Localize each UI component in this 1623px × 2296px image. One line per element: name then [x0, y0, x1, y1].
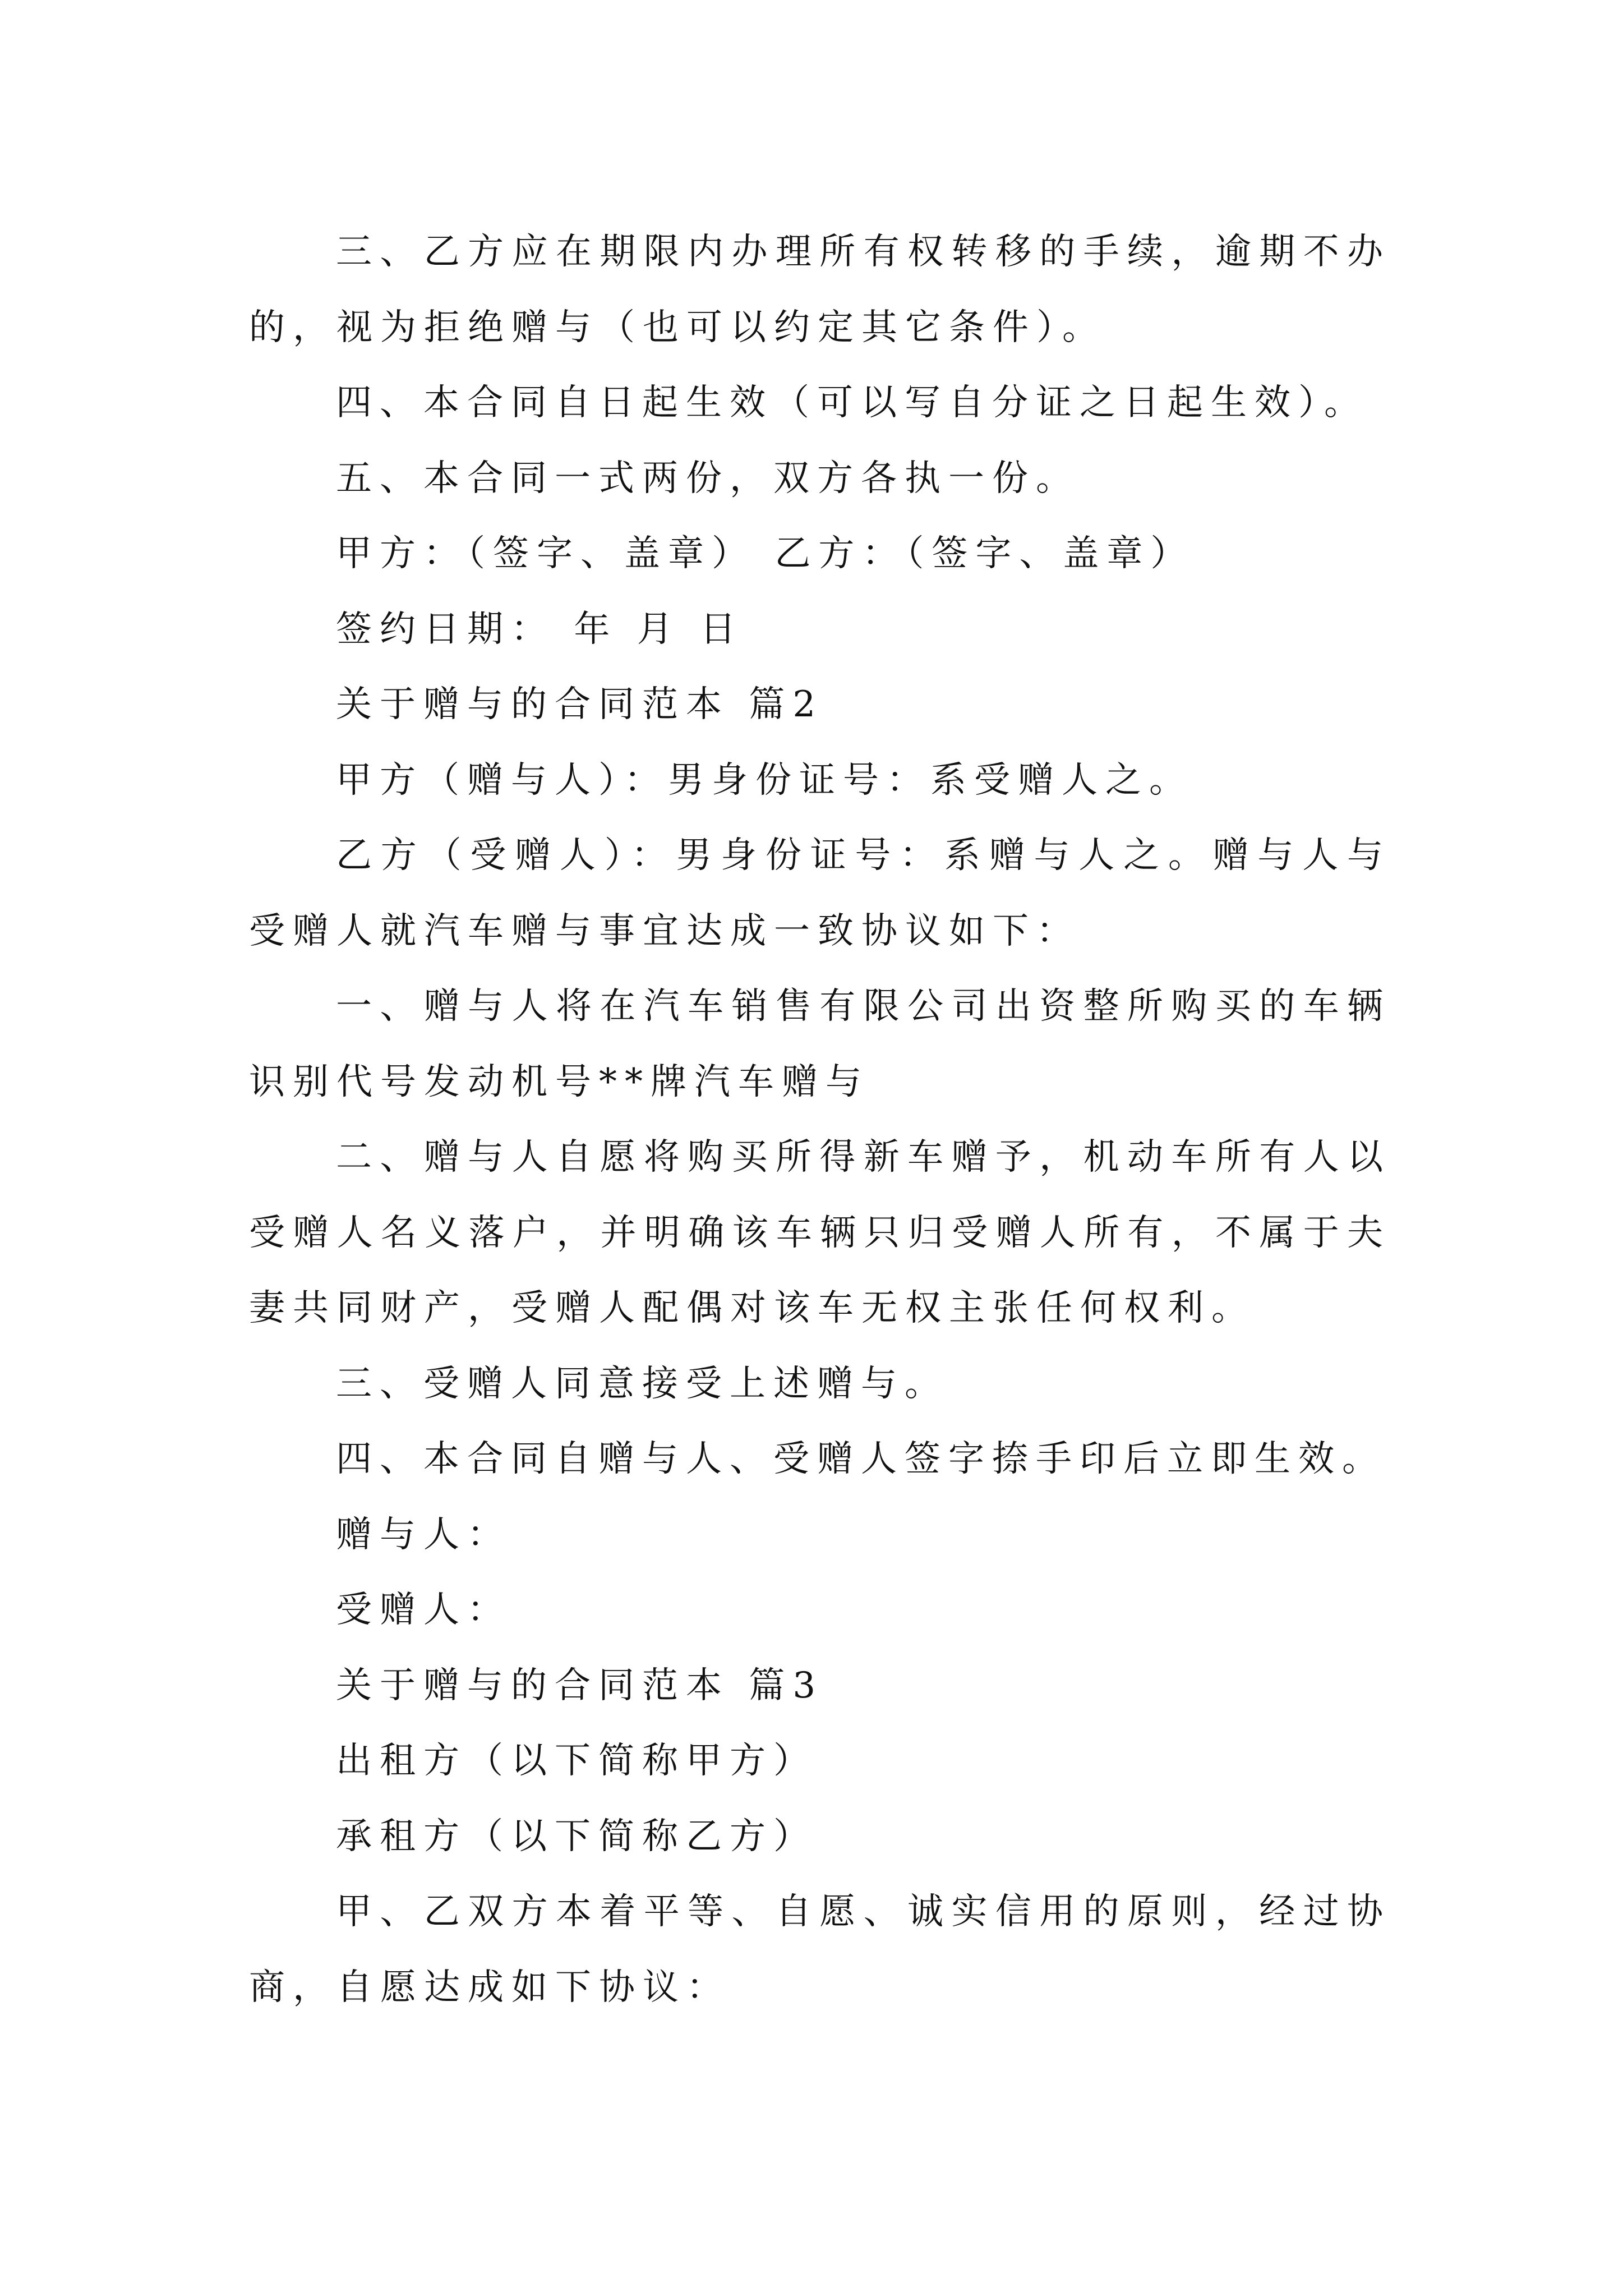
- paragraph-donee-sign: 受赠人：: [336, 1589, 511, 1631]
- paragraph-donor-sign: 赠与人：: [336, 1513, 511, 1556]
- paragraph-party-b: 乙方（受赠人）：男身份证号：系赠与人之。赠与人与受赠人就汽车赠与事宜达成一致协议如下：: [249, 835, 1391, 952]
- paragraph-item-1: 一、赠与人将在汽车销售有限公司出资整所购买的车辆识别代号发动机号**牌汽车赠与: [249, 986, 1391, 1103]
- section-heading-3: 关于赠与的合同范本 篇3: [336, 1664, 824, 1706]
- paragraph-sign-date: 签约日期： 年 月 日: [336, 608, 744, 650]
- paragraph-item-4: 四、本合同自赠与人、受赠人签字捺手印后立即生效。: [336, 1438, 1386, 1480]
- document-body: [249, 214, 1391, 2025]
- paragraph-clause-3-transfer: 三、乙方应在期限内办理所有权转移的手续，逾期不办的，视为拒绝赠与（也可以约定其它条件）。: [249, 231, 1391, 348]
- paragraph-lessor: 出租方（以下简称甲方）: [336, 1740, 817, 1782]
- paragraph-party-a: 甲方（赠与人）：男身份证号：系受赠人之。: [336, 759, 1193, 801]
- paragraph-clause-4-effective: 四、本合同自日起生效（可以写自分证之日起生效）。: [336, 382, 1368, 424]
- paragraph-agreement-intro: 甲、乙双方本着平等、自愿、诚实信用的原则，经过协商，自愿达成如下协议：: [249, 1891, 1391, 2008]
- paragraph-lessee: 承租方（以下简称乙方）: [336, 1815, 817, 1857]
- paragraph-item-2: 二、赠与人自愿将购买所得新车赠予，机动车所有人以受赠人名义落户，并明确该车辆只归受赠人所有，不属于夫妻共同财产，受赠人配偶对该车无权主张任何权利。: [249, 1137, 1391, 1329]
- paragraph-item-3: 三、受赠人同意接受上述赠与。: [336, 1363, 948, 1405]
- section-heading-2: 关于赠与的合同范本 篇2: [336, 684, 824, 725]
- paragraph-signatures: 甲方：（签字、盖章） 乙方：（签字、盖章）: [336, 533, 1195, 574]
- paragraph-clause-5-copies: 五、本合同一式两份，双方各执一份。: [336, 457, 1080, 499]
